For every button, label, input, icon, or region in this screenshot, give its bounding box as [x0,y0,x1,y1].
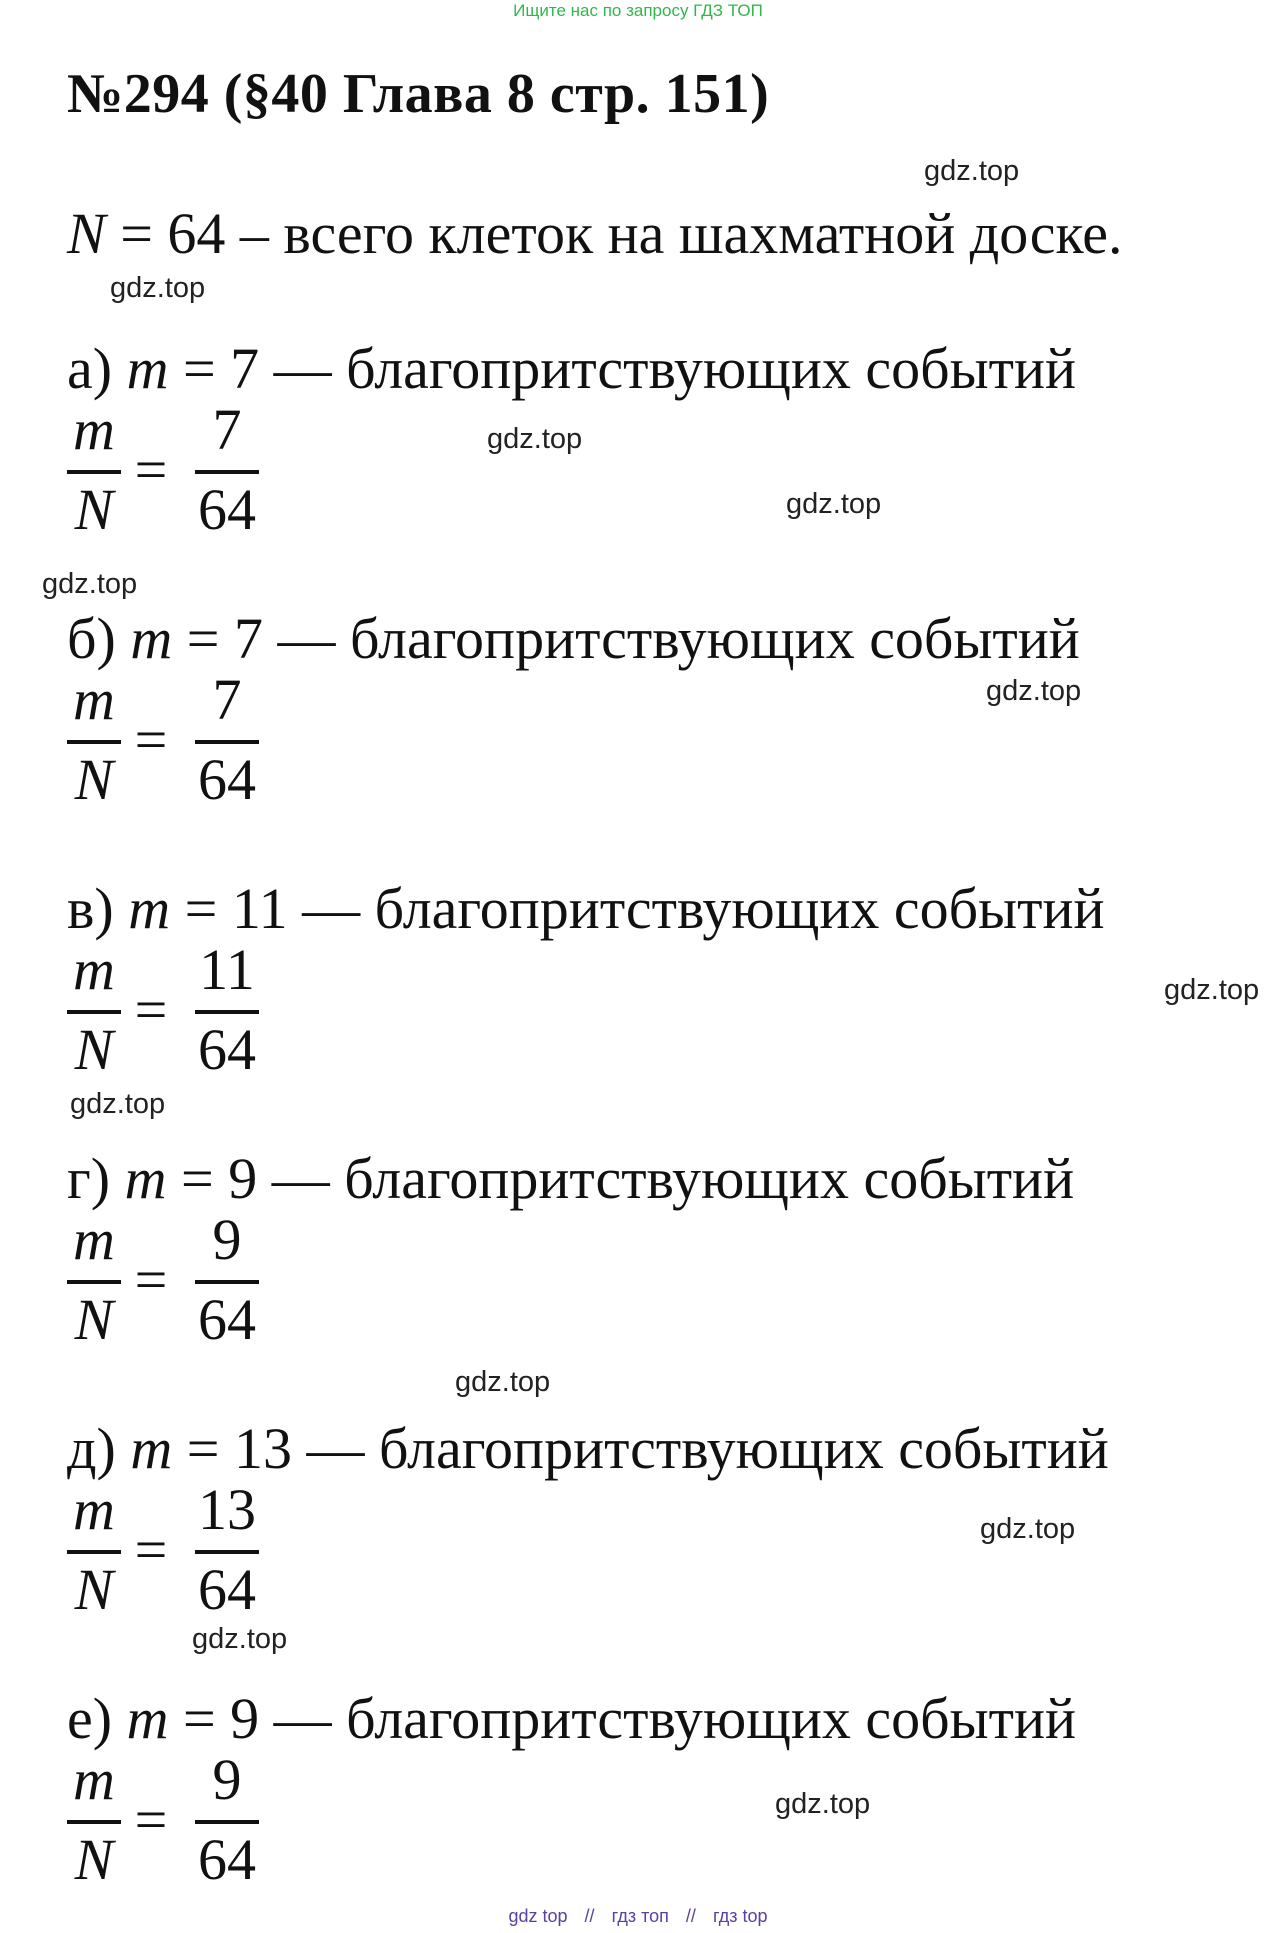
frac-num-var: m [73,1747,115,1812]
item-eq: = [186,606,220,671]
item-label: а) [67,336,113,401]
frac-num-var: m [73,397,115,462]
item-text: благопритствующих событий [344,1146,1075,1211]
frac-bar [67,1280,121,1284]
frac-den: 64 [198,477,256,542]
frac-num: 13 [198,1477,256,1542]
item-var: m [126,336,169,401]
frac-num: 11 [199,937,255,1002]
item-value: 11 [231,876,288,941]
item-text: благопритствующих событий [346,1686,1077,1751]
watermark: gdz.top [70,1088,166,1120]
item-label: в) [67,876,114,941]
frac-den-var: N [74,1827,114,1892]
watermark: gdz.top [455,1366,551,1398]
frac-num-var: m [73,1207,115,1272]
item-label: е) [67,1686,113,1751]
frac-eq: = [134,1787,168,1852]
watermark: gdz.top [1164,974,1260,1006]
item-d-line [67,1415,1109,1482]
frac-num-var: m [73,667,115,732]
footer-separator: // [584,1906,595,1926]
watermark: gdz.top [924,155,1020,187]
frac-eq: = [134,1247,168,1312]
item-label: д) [67,1416,116,1481]
frac-num: 9 [212,1747,242,1812]
item-value: 7 [233,606,263,671]
footer-links [0,1906,1276,1927]
item-label: б) [67,606,116,671]
watermark: gdz.top [192,1623,288,1655]
frac-eq: = [134,437,168,502]
item-label: г) [67,1146,111,1211]
item-dash: — [302,876,361,941]
watermark: gdz.top [487,423,583,455]
watermark: gdz.top [986,675,1082,707]
intro-dash: – [239,201,269,266]
watermark: gdz.top [786,488,882,520]
item-a-line [67,335,1076,402]
frac-eq: = [134,977,168,1042]
item-eq: = [184,876,218,941]
frac-bar [67,1820,121,1824]
item-value: 9 [228,1146,258,1211]
item-text: благопритствующих событий [378,1416,1109,1481]
item-g-line [67,1145,1074,1212]
frac-bar [195,1820,259,1824]
item-e-line [67,1685,1076,1752]
item-var: m [130,1416,173,1481]
frac-den-var: N [74,1287,114,1352]
item-var: m [130,606,173,671]
item-text: благопритствующих событий [349,606,1080,671]
item-var: m [126,1686,169,1751]
intro-line [67,200,1122,267]
watermark: gdz.top [110,272,206,304]
item-v-line [67,875,1105,942]
item-dash: — [277,606,336,671]
frac-bar [67,740,121,744]
frac-den: 64 [198,1287,256,1352]
footer-link[interactable]: гдз top [712,1906,768,1926]
item-value: 7 [230,336,260,401]
frac-bar [195,1550,259,1554]
frac-den-var: N [74,1017,114,1082]
frac-eq: = [134,707,168,772]
intro-value: 64 [167,201,226,266]
frac-bar [67,1550,121,1554]
frac-bar [195,1010,259,1014]
item-text: благопритствующих событий [346,336,1077,401]
intro-var: N [67,201,106,266]
frac-bar [195,740,259,744]
intro-eq: = [120,201,153,266]
frac-bar [67,470,121,474]
item-dash: — [273,1686,332,1751]
frac-num: 9 [212,1207,242,1272]
frac-den: 64 [198,747,256,812]
frac-num-var: m [73,937,115,1002]
frac-eq: = [134,1517,168,1582]
page-title: №294 (§40 Глава 8 стр. 151) [67,63,770,125]
item-text: благопритствующих событий [374,876,1105,941]
frac-num-var: m [73,1477,115,1542]
frac-num: 7 [212,667,242,732]
watermark: gdz.top [775,1788,871,1820]
item-dash: — [306,1416,365,1481]
item-eq: = [182,336,216,401]
footer-link[interactable]: gdz top [508,1906,568,1926]
item-dash: — [273,336,332,401]
frac-den-var: N [74,747,114,812]
frac-bar [67,1010,121,1014]
frac-den-var: N [74,1557,114,1622]
frac-bar [195,1280,259,1284]
item-value: 9 [230,1686,260,1751]
item-var: m [128,876,171,941]
item-dash: — [271,1146,330,1211]
item-var: m [124,1146,167,1211]
item-eq: = [182,1686,216,1751]
frac-den: 64 [198,1017,256,1082]
frac-num: 7 [212,397,242,462]
item-value: 13 [233,1416,292,1481]
watermark: gdz.top [42,568,138,600]
frac-bar [195,470,259,474]
frac-den: 64 [198,1827,256,1892]
search-banner: Ищите нас по запросу ГДЗ ТОП [513,1,763,20]
item-b-line [67,605,1080,672]
item-eq: = [181,1146,214,1211]
footer-separator: // [685,1906,696,1926]
frac-den-var: N [74,477,114,542]
intro-text: всего клеток на шахматной доске. [283,201,1123,266]
watermark: gdz.top [980,1513,1076,1545]
footer-link[interactable]: гдз топ [611,1906,669,1926]
item-eq: = [186,1416,220,1481]
frac-den: 64 [198,1557,256,1622]
